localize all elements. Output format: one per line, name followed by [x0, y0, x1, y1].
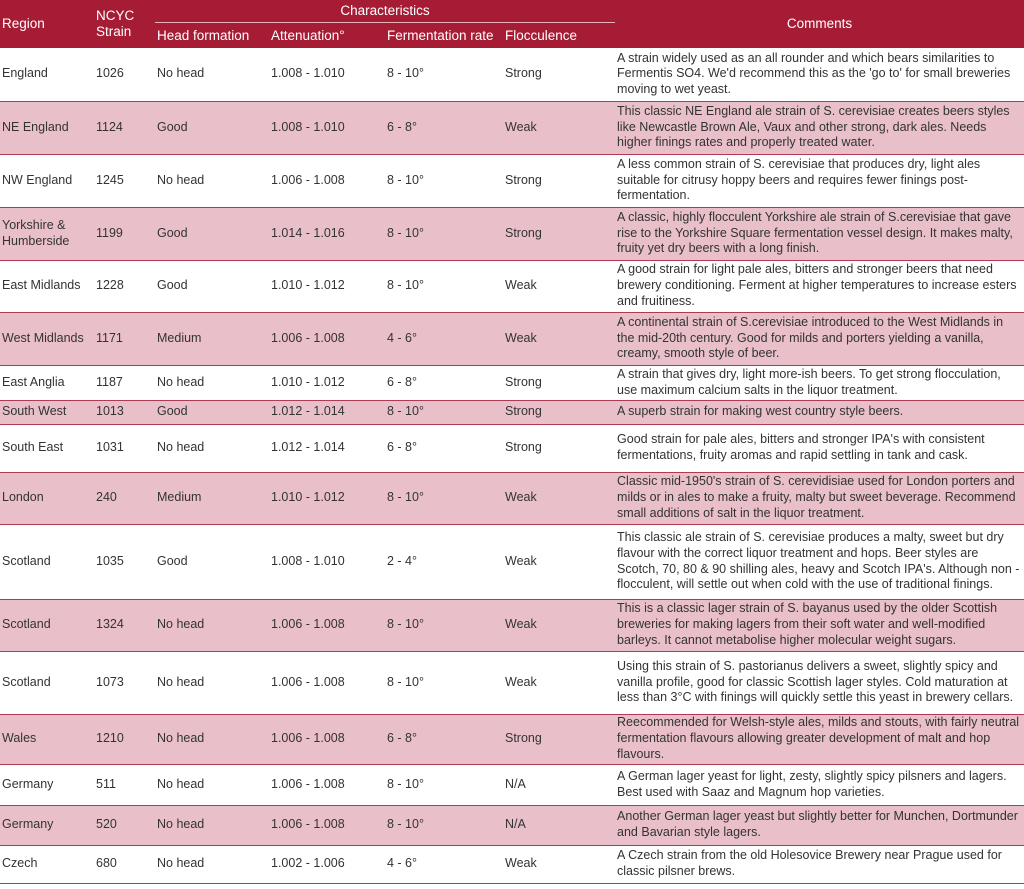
strain-cell: 1171 — [94, 312, 155, 365]
flocculence-cell: Weak — [503, 312, 615, 365]
table-row — [0, 764, 1024, 805]
table-row — [0, 472, 1024, 524]
region-cell: NE England — [0, 101, 94, 154]
fermentation-rate-cell: 2 - 4° — [385, 524, 503, 599]
strain-cell: 1199 — [94, 207, 155, 260]
fermentation-rate-cell: 6 - 8° — [385, 365, 503, 400]
region-cell: South East — [0, 424, 94, 472]
comment-cell: This classic ale strain of S. cerevisiae produces a malty, sweet but dry flavour with the correct liquor treatment and hops. Beer styles are Scotch, 70, 80 & 90 shilling ales, heavy and Scotch IPA's. Although non -flocculent, will settle out when cold with the use of traditional finings. — [615, 524, 1024, 599]
strain-cell: 1013 — [94, 400, 155, 424]
table-body — [0, 48, 1024, 883]
attenuation-cell: 1.006 - 1.008 — [269, 312, 385, 365]
fermentation-rate-cell: 8 - 10° — [385, 805, 503, 845]
flocculence-cell: N/A — [503, 805, 615, 845]
flocculence-cell: Strong — [503, 365, 615, 400]
strain-cell: 680 — [94, 845, 155, 883]
strain-cell: 1124 — [94, 101, 155, 154]
strain-cell: 1073 — [94, 651, 155, 714]
flocculence-cell: Weak — [503, 260, 615, 312]
comment-cell: A superb strain for making west country style beers. — [615, 400, 1024, 424]
strain-cell: 1187 — [94, 365, 155, 400]
fermentation-rate-cell: 8 - 10° — [385, 400, 503, 424]
table-row — [0, 524, 1024, 599]
header-row-top — [0, 0, 1024, 23]
head-formation-cell: No head — [155, 154, 269, 207]
head-formation-cell: Good — [155, 101, 269, 154]
head-formation-cell: No head — [155, 651, 269, 714]
fermentation-rate-cell: 6 - 8° — [385, 714, 503, 764]
table-row — [0, 599, 1024, 651]
comment-cell: A classic, highly flocculent Yorkshire ale strain of S.cerevisiae that gave rise to the Yorkshire Square fermentation vessel design. It makes malty, fruity yet dry beers with a long finish. — [615, 207, 1024, 260]
comment-cell: A German lager yeast for light, zesty, slightly spicy pilsners and lagers. Best used with Saaz and Magnum hop varieties. — [615, 764, 1024, 805]
head-formation-cell: Good — [155, 207, 269, 260]
head-formation-cell: Good — [155, 260, 269, 312]
region-header: Region — [0, 0, 94, 48]
table-row — [0, 805, 1024, 845]
fermentation-rate-cell: 4 - 6° — [385, 845, 503, 883]
comment-cell: A good strain for light pale ales, bitters and stronger beers that need brewery conditioning. Ferment at higher temperatures to increase esters and fruitiness. — [615, 260, 1024, 312]
region-cell: Scotland — [0, 524, 94, 599]
fermentation-rate-cell: 8 - 10° — [385, 207, 503, 260]
head-formation-cell: No head — [155, 845, 269, 883]
region-cell: NW England — [0, 154, 94, 207]
table-row — [0, 207, 1024, 260]
head-formation-cell: No head — [155, 714, 269, 764]
comment-cell: A strain widely used as an all rounder and which bears similarities to Fermentis SO4. We'd recommend this as the 'go to' for small breweries moving to wet yeast. — [615, 48, 1024, 101]
strain-header: NCYC Strain — [94, 0, 155, 48]
attenuation-cell: 1.006 - 1.008 — [269, 714, 385, 764]
flocculence-cell: Strong — [503, 154, 615, 207]
flocculence-cell: Weak — [503, 599, 615, 651]
head-formation-cell: No head — [155, 424, 269, 472]
flocculence-cell: Weak — [503, 101, 615, 154]
strain-cell: 1035 — [94, 524, 155, 599]
head-formation-cell: No head — [155, 365, 269, 400]
strain-cell: 511 — [94, 764, 155, 805]
fermentation-rate-cell: 4 - 6° — [385, 312, 503, 365]
strain-cell: 1026 — [94, 48, 155, 101]
table-row — [0, 260, 1024, 312]
head-formation-cell: No head — [155, 805, 269, 845]
table-row — [0, 714, 1024, 764]
region-cell: Germany — [0, 805, 94, 845]
flocculence-cell: Strong — [503, 400, 615, 424]
comment-cell: Reecommended for Welsh-style ales, milds and stouts, with fairly neutral fermentation flavours allowing greater development of malt and hop flavours. — [615, 714, 1024, 764]
comment-cell: A strain that gives dry, light more-ish beers. To get strong flocculation, use maximum calcium salts in the liquor treatment. — [615, 365, 1024, 400]
table-row — [0, 154, 1024, 207]
table-row — [0, 365, 1024, 400]
attenuation-cell: 1.006 - 1.008 — [269, 599, 385, 651]
region-cell: Scotland — [0, 651, 94, 714]
flocculence-cell: N/A — [503, 764, 615, 805]
head-formation-cell: Medium — [155, 472, 269, 524]
table-row — [0, 48, 1024, 101]
attenuation-cell: 1.002 - 1.006 — [269, 845, 385, 883]
fermentation-rate-cell: 8 - 10° — [385, 764, 503, 805]
flocculence-cell: Weak — [503, 845, 615, 883]
region-cell: West Midlands — [0, 312, 94, 365]
region-cell: Czech — [0, 845, 94, 883]
attenuation-cell: 1.006 - 1.008 — [269, 805, 385, 845]
attenuation-cell: 1.006 - 1.008 — [269, 764, 385, 805]
comment-cell: Another German lager yeast but slightly better for Munchen, Dortmunder and Bavarian style lagers. — [615, 805, 1024, 845]
comment-cell: Good strain for pale ales, bitters and stronger IPA's with consistent fermentations, fruity aromas and rapid settling in tank and cask. — [615, 424, 1024, 472]
attenuation-header: Attenuation° — [269, 23, 385, 49]
region-cell: London — [0, 472, 94, 524]
fermentation-rate-cell: 8 - 10° — [385, 651, 503, 714]
comment-cell: A continental strain of S.cerevisiae introduced to the West Midlands in the mid-20th century. Good for milds and porters yielding a vanilla, creamy, smooth style of beer. — [615, 312, 1024, 365]
region-cell: South West — [0, 400, 94, 424]
head-formation-header: Head formation — [155, 23, 269, 49]
flocculence-header: Flocculence — [503, 23, 615, 49]
region-cell: Wales — [0, 714, 94, 764]
comment-cell: Using this strain of S. pastorianus delivers a sweet, slightly spicy and vanilla profile, good for classic Scottish lager styles. Cold maturation at less than 3°C with finings will quickly settle this yeast in brewery cellars. — [615, 651, 1024, 714]
attenuation-cell: 1.010 - 1.012 — [269, 472, 385, 524]
fermentation-rate-cell: 8 - 10° — [385, 472, 503, 524]
flocculence-cell: Strong — [503, 714, 615, 764]
fermentation-rate-header: Fermentation rate — [385, 23, 503, 49]
head-formation-cell: Medium — [155, 312, 269, 365]
attenuation-cell: 1.006 - 1.008 — [269, 154, 385, 207]
table-row — [0, 312, 1024, 365]
table-row — [0, 845, 1024, 883]
head-formation-cell: No head — [155, 599, 269, 651]
head-formation-cell: Good — [155, 400, 269, 424]
attenuation-cell: 1.008 - 1.010 — [269, 524, 385, 599]
flocculence-cell: Strong — [503, 424, 615, 472]
comment-cell: Classic mid-1950's strain of S. cerevidisiae used for London porters and milds or in ales to make a fruity, malty but sweet beverage. Recommend small additions of salt in the liquor treatment. — [615, 472, 1024, 524]
flocculence-cell: Weak — [503, 472, 615, 524]
attenuation-cell: 1.008 - 1.010 — [269, 48, 385, 101]
fermentation-rate-cell: 6 - 8° — [385, 101, 503, 154]
comment-cell: This is a classic lager strain of S. bayanus used by the older Scottish breweries for making lagers from their soft water and well-modified barleys. It cannot metabolise higher molecular weight sugars. — [615, 599, 1024, 651]
flocculence-cell: Strong — [503, 207, 615, 260]
table-row — [0, 424, 1024, 472]
head-formation-cell: No head — [155, 764, 269, 805]
characteristics-header: Characteristics — [155, 0, 615, 23]
fermentation-rate-cell: 8 - 10° — [385, 260, 503, 312]
strain-cell: 1210 — [94, 714, 155, 764]
strain-cell: 1031 — [94, 424, 155, 472]
attenuation-cell: 1.012 - 1.014 — [269, 424, 385, 472]
strain-cell: 1324 — [94, 599, 155, 651]
flocculence-cell: Weak — [503, 524, 615, 599]
region-cell: East Anglia — [0, 365, 94, 400]
fermentation-rate-cell: 8 - 10° — [385, 48, 503, 101]
attenuation-cell: 1.010 - 1.012 — [269, 260, 385, 312]
strain-cell: 1245 — [94, 154, 155, 207]
region-cell: Scotland — [0, 599, 94, 651]
table-row — [0, 400, 1024, 424]
fermentation-rate-cell: 8 - 10° — [385, 599, 503, 651]
attenuation-cell: 1.010 - 1.012 — [269, 365, 385, 400]
strain-cell: 520 — [94, 805, 155, 845]
fermentation-rate-cell: 6 - 8° — [385, 424, 503, 472]
strain-cell: 240 — [94, 472, 155, 524]
flocculence-cell: Strong — [503, 48, 615, 101]
comment-cell: A less common strain of S. cerevisiae that produces dry, light ales suitable for citrusy hoppy beers and requires fewer finings post-fermentation. — [615, 154, 1024, 207]
flocculence-cell: Weak — [503, 651, 615, 714]
table-header — [0, 0, 1024, 48]
region-cell: Germany — [0, 764, 94, 805]
table-row — [0, 651, 1024, 714]
head-formation-cell: Good — [155, 524, 269, 599]
region-cell: England — [0, 48, 94, 101]
attenuation-cell: 1.006 - 1.008 — [269, 651, 385, 714]
region-cell: Yorkshire & Humberside — [0, 207, 94, 260]
attenuation-cell: 1.008 - 1.010 — [269, 101, 385, 154]
head-formation-cell: No head — [155, 48, 269, 101]
region-cell: East Midlands — [0, 260, 94, 312]
strain-cell: 1228 — [94, 260, 155, 312]
attenuation-cell: 1.014 - 1.016 — [269, 207, 385, 260]
comments-header: Comments — [615, 0, 1024, 48]
comment-cell: This classic NE England ale strain of S. cerevisiae creates beers styles like Newcastle Brown Ale, Vaux and other strong, dark ales. Needs higher finings rates and properly treated water. — [615, 101, 1024, 154]
fermentation-rate-cell: 8 - 10° — [385, 154, 503, 207]
comment-cell: A Czech strain from the old Holesovice Brewery near Prague used for classic pilsner brews. — [615, 845, 1024, 883]
attenuation-cell: 1.012 - 1.014 — [269, 400, 385, 424]
table-row — [0, 101, 1024, 154]
